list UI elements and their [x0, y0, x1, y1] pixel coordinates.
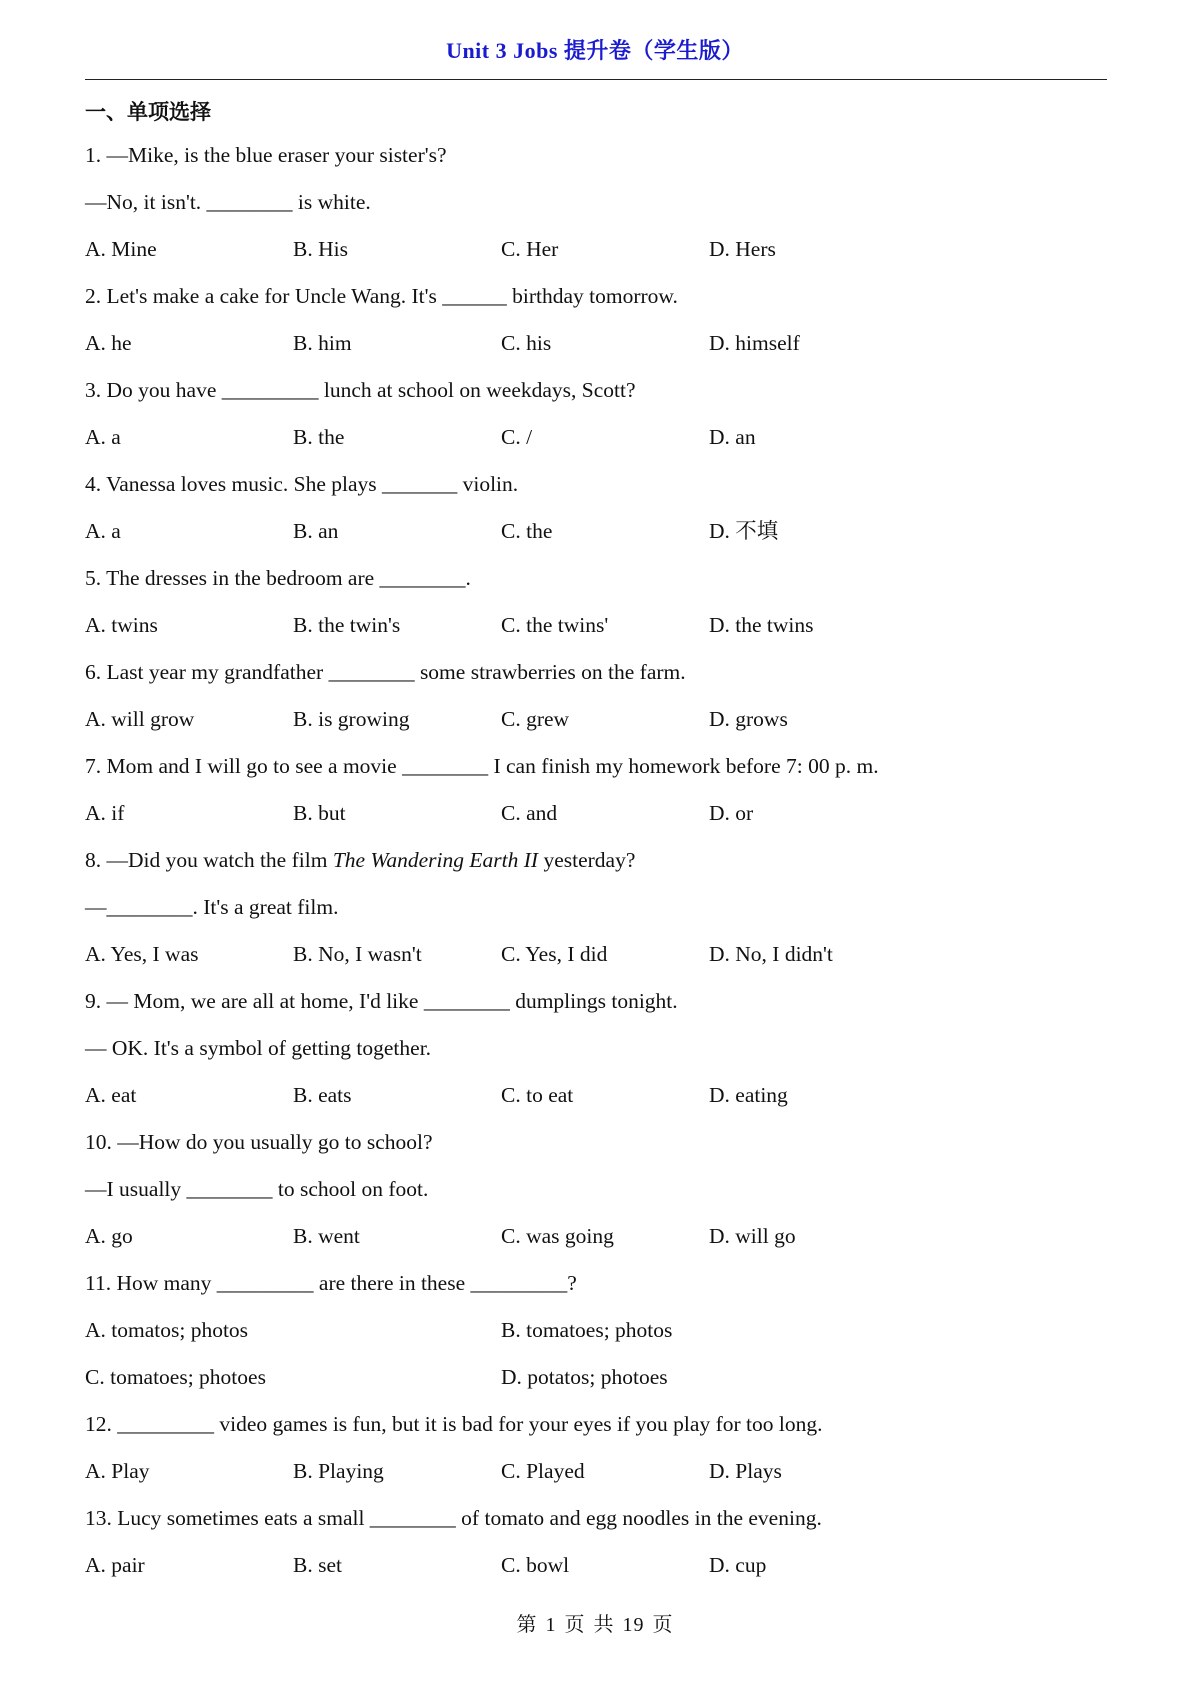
- question-4-stem: 4. Vanessa loves music. She plays _______ violin.: [85, 472, 519, 496]
- question-10-options: [85, 1213, 1105, 1260]
- question-11-options-row-2: [85, 1354, 1105, 1401]
- option-d: D. cup: [709, 1553, 767, 1577]
- option-d: D. No, I didn't: [709, 942, 833, 966]
- question-7-options: [85, 790, 1105, 837]
- option-a: A. a: [85, 519, 121, 543]
- option-a: A. Play: [85, 1459, 150, 1483]
- option-b: B. an: [293, 519, 339, 543]
- question-9-options: [85, 1072, 1105, 1119]
- option-d: D. potatos; photoes: [501, 1365, 668, 1389]
- option-c: C. tomatoes; photoes: [85, 1365, 266, 1389]
- question-8-suffix: yesterday?: [538, 848, 636, 872]
- option-c: C. his: [501, 331, 552, 355]
- film-title: The Wandering Earth II: [332, 848, 539, 872]
- option-d: D. an: [709, 425, 756, 449]
- option-d: D. Hers: [709, 237, 776, 261]
- question-11-stem: 11. How many _________ are there in these _________?: [85, 1271, 577, 1295]
- option-c: C. the: [501, 519, 553, 543]
- option-c: C. Played: [501, 1459, 585, 1483]
- total-pages-number: 19: [622, 1614, 645, 1636]
- option-b: B. the twin's: [293, 613, 401, 637]
- question-9-stem: 9. — Mom, we are all at home, I'd like ________ dumplings tonight.: [85, 989, 678, 1013]
- option-a: A. tomatos; photos: [85, 1318, 249, 1342]
- option-b: B. but: [293, 801, 346, 825]
- option-c: C. and: [501, 801, 558, 825]
- option-a: A. twins: [85, 613, 158, 637]
- question-8-reply: —________. It's a great film.: [85, 895, 339, 919]
- page-footer: [0, 1608, 1190, 1637]
- option-a: A. will grow: [85, 707, 195, 731]
- option-c: C. Her: [501, 237, 559, 261]
- footer-label-ye2: 页: [652, 1614, 674, 1636]
- question-13-options: [85, 1542, 1105, 1589]
- question-10-stem: 10. —How do you usually go to school?: [85, 1130, 433, 1154]
- question-2-options: [85, 320, 1105, 367]
- current-page-number: 1: [545, 1614, 557, 1636]
- option-d: D. eating: [709, 1083, 788, 1107]
- option-d: D. grows: [709, 707, 788, 731]
- option-a: A. eat: [85, 1083, 137, 1107]
- option-c: C. /: [501, 425, 533, 449]
- question-1-options: [85, 226, 1105, 273]
- option-a: A. Yes, I was: [85, 942, 199, 966]
- option-b: B. went: [293, 1224, 360, 1248]
- question-1-stem: 1. —Mike, is the blue eraser your sister's?: [85, 143, 447, 167]
- header-divider: [85, 79, 1107, 80]
- option-b: B. is growing: [293, 707, 410, 731]
- question-1-reply: —No, it isn't. ________ is white.: [85, 190, 371, 214]
- question-8-prefix: 8. —Did you watch the film: [85, 848, 333, 872]
- question-5-options: [85, 602, 1105, 649]
- option-d: D. the twins: [709, 613, 814, 637]
- question-5-stem: 5. The dresses in the bedroom are ________.: [85, 566, 471, 590]
- question-6-stem: 6. Last year my grandfather ________ some strawberries on the farm.: [85, 660, 686, 684]
- question-6-options: [85, 696, 1105, 743]
- option-b: B. Playing: [293, 1459, 384, 1483]
- option-b: B. set: [293, 1553, 342, 1577]
- footer-label-total: 共: [593, 1614, 615, 1636]
- option-d: D. will go: [709, 1224, 796, 1248]
- footer-label-ye: 页: [564, 1614, 586, 1636]
- footer-label-page: 第: [516, 1614, 538, 1636]
- option-a: A. if: [85, 801, 125, 825]
- option-b: B. eats: [293, 1083, 352, 1107]
- question-9-reply: — OK. It's a symbol of getting together.: [85, 1036, 432, 1060]
- option-b: B. His: [293, 237, 348, 261]
- question-8-options: [85, 931, 1105, 978]
- option-b: B. tomatoes; photos: [501, 1318, 673, 1342]
- section-heading: 一、单项选择: [85, 100, 211, 124]
- option-b: B. No, I wasn't: [293, 942, 422, 966]
- question-11-options-row-1: [85, 1307, 1105, 1354]
- option-a: A. a: [85, 425, 121, 449]
- question-13-stem: 13. Lucy sometimes eats a small ________ of tomato and egg noodles in the evening.: [85, 1506, 822, 1530]
- question-7-stem: 7. Mom and I will go to see a movie ________ I can finish my homework before 7: 00 p. m.: [85, 754, 879, 778]
- option-a: A. pair: [85, 1553, 145, 1577]
- question-8-stem: [85, 837, 1105, 884]
- option-a: A. he: [85, 331, 132, 355]
- option-d: D. Plays: [709, 1459, 782, 1483]
- option-b: B. him: [293, 331, 352, 355]
- option-a: A. go: [85, 1224, 133, 1248]
- option-d: D. himself: [709, 331, 800, 355]
- option-c: C. Yes, I did: [501, 942, 608, 966]
- option-b: B. the: [293, 425, 345, 449]
- question-2-stem: 2. Let's make a cake for Uncle Wang. It's ______ birthday tomorrow.: [85, 284, 678, 308]
- question-4-options: [85, 508, 1105, 555]
- question-3-stem: 3. Do you have _________ lunch at school on weekdays, Scott?: [85, 378, 636, 402]
- option-c: C. grew: [501, 707, 570, 731]
- option-c: C. bowl: [501, 1553, 570, 1577]
- question-12-stem: 12. _________ video games is fun, but it is bad for your eyes if you play for too long.: [85, 1412, 823, 1436]
- option-a: A. Mine: [85, 237, 157, 261]
- document-title: Unit 3 Jobs 提升卷（学生版）: [446, 38, 744, 63]
- option-c: C. the twins': [501, 613, 609, 637]
- question-10-reply: —I usually ________ to school on foot.: [85, 1177, 429, 1201]
- question-list: [85, 132, 1105, 1589]
- question-12-options: [85, 1448, 1105, 1495]
- option-d: D. 不填: [709, 519, 779, 543]
- option-d: D. or: [709, 801, 754, 825]
- option-c: C. to eat: [501, 1083, 574, 1107]
- question-3-options: [85, 414, 1105, 461]
- option-c: C. was going: [501, 1224, 614, 1248]
